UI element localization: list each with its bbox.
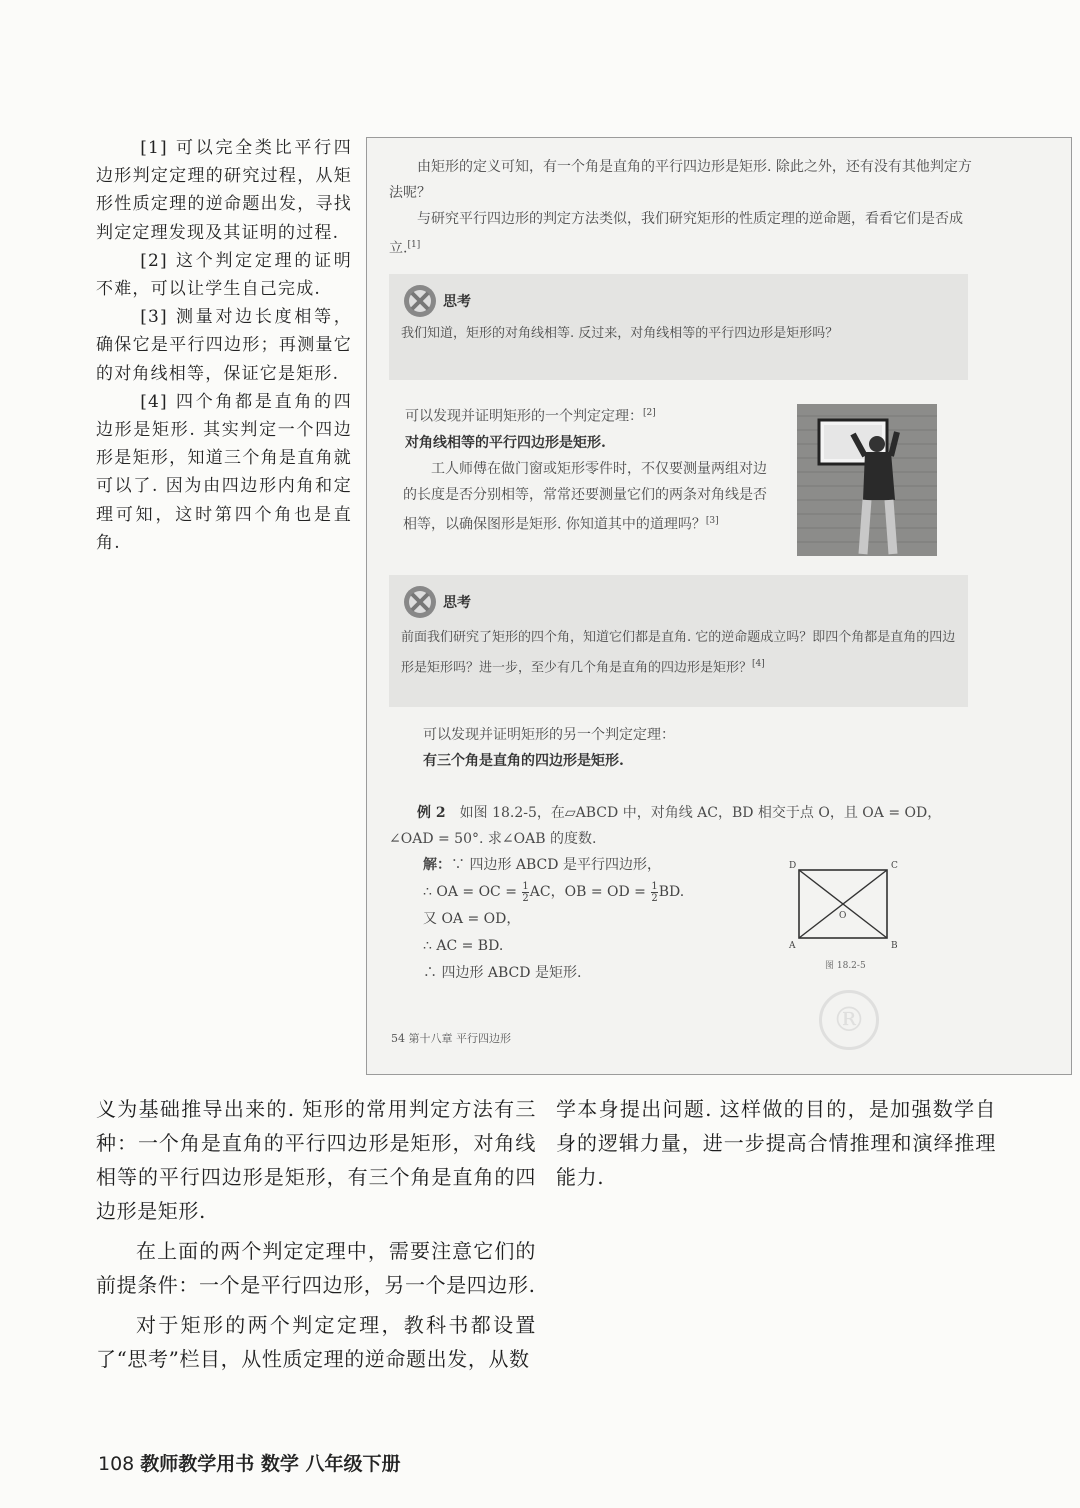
vertex-label-d: D	[789, 861, 797, 871]
margin-notes	[96, 134, 352, 557]
inset-page-footer: 54 第十八章 平行四边形	[391, 1032, 511, 1045]
note-2: [2] 这个判定定理的证明不难，可以让学生自己完成.	[96, 250, 352, 300]
solution	[423, 852, 763, 987]
theorem-2: 有三个角是直角的四边形是矩形.	[423, 753, 624, 769]
solution-line-3: 又 OA = OD，	[423, 911, 521, 927]
fraction-half: $\frac{1}{2}$	[651, 880, 658, 904]
footnote-ref: [3]	[705, 515, 719, 526]
intro-paragraph-1: 由矩形的定义可知，有一个角是直角的平行四边形是矩形. 除此之外，还有没有其他判定方法呢？	[389, 159, 972, 201]
think-header	[403, 585, 471, 619]
note-3: [3] 测量对边长度相等，确保它是平行四边形；再测量它的对角线相等，保证它是矩形.	[96, 307, 352, 384]
book-title: 教师教学用书 数学 八年级下册	[140, 1453, 401, 1475]
page-footer	[98, 1449, 401, 1476]
think-header	[403, 284, 471, 318]
think-title: 思考	[443, 294, 471, 310]
registered-watermark: ®	[819, 990, 879, 1050]
intro-block	[389, 154, 974, 262]
vertex-label-a: A	[789, 941, 796, 951]
vertex-label-b: B	[891, 941, 898, 951]
fraction-half: $\frac{1}{2}$	[522, 880, 529, 904]
theorem-2-block	[423, 722, 943, 774]
commentary-paragraph: 对于矩形的两个判定定理，教科书都设置了“思考”栏目，从性质定理的逆命题出发，从数	[96, 1313, 536, 1371]
note-4: [4] 四个角都是直角的四边形是矩形. 其实判定一个四边形是矩形，知道三个角是直角就可以了. 因为由四边形内角和定理可知，这时第四个角也是直角.	[96, 391, 352, 553]
solution-line-1: 解：∵ 四边形 ABCD 是平行四边形，	[423, 857, 661, 873]
commentary-left-column	[96, 1092, 536, 1376]
footnote-ref: [2]	[643, 408, 656, 418]
think-text: 我们知道，矩形的对角线相等. 反过来，对角线相等的平行四边形是矩形吗？	[401, 326, 839, 341]
solution-line-5: ∴ 四边形 ABCD 是矩形.	[423, 965, 582, 981]
page-number: 108	[98, 1453, 135, 1475]
think-title: 思考	[443, 595, 471, 611]
worker-paragraph: 工人师傅在做门窗或矩形零件时，不仅要测量两组对边的长度是否分别相等，常常还要测量它们的两条对角线是否相等，以确保图形是矩形. 你知道其中的道理吗？[3]	[403, 460, 767, 533]
solution-line-2: ∴ OA = OC = $\frac{1}{2}$ AC，OB = OD = $\frac{1}{2}$ BD.	[423, 880, 685, 904]
rectangle-diagram	[785, 856, 905, 976]
center-label-o: O	[839, 911, 847, 921]
intro-paragraph-2: 与研究平行四边形的判定方法类似，我们研究矩形的性质定理的逆命题，看看它们是否成立.[1]	[389, 211, 963, 257]
example-statement: 例 2 如图 18.2-5，在▱ABCD 中，对角线 AC，BD 相交于点 O，且 OA = OD，∠OAD = 50°. 求∠OAB 的度数.	[389, 805, 942, 847]
theorem-1: 对角线相等的平行四边形是矩形.	[405, 434, 606, 451]
think-icon	[403, 585, 437, 619]
think-icon	[403, 284, 437, 318]
commentary-paragraph: 学本身提出问题. 这样做的目的，是加强数学自身的逻辑力量，进一步提高合情推理和演绎推理能力.	[556, 1097, 996, 1189]
theorem-1-lead: 可以发现并证明矩形的一个判定定理：[2]	[405, 408, 656, 425]
footnote-ref: [4]	[752, 659, 765, 669]
theorem-2-lead: 可以发现并证明矩形的另一个判定定理：	[423, 727, 675, 743]
example-2	[389, 800, 974, 852]
footnote-ref: [1]	[407, 240, 421, 250]
think-text: 前面我们研究了矩形的四个角，知道它们都是直角. 它的逆命题成立吗？即四个角都是直角的四边形是矩形吗？进一步，至少有几个角是直角的四边形是矩形？[4]	[401, 630, 956, 676]
textbook-page-excerpt	[366, 137, 1072, 1075]
theorem-1-block	[405, 400, 767, 537]
commentary-paragraph: 在上面的两个判定定理中，需要注意它们的前提条件：一个是平行四边形，另一个是四边形.	[96, 1239, 536, 1297]
think-box-2	[389, 575, 968, 707]
note-1: [1] 可以完全类比平行四边形判定定理的研究过程，从矩形性质定理的逆命题出发，寻找判定定理发现及其证明的过程.	[96, 138, 352, 243]
commentary-right-column	[556, 1092, 996, 1194]
commentary-paragraph: 义为基础推导出来的. 矩形的常用判定方法有三种：一个角是直角的平行四边形是矩形，对角线相等的平行四边形是矩形，有三个角是直角的四边形是矩形.	[96, 1097, 536, 1223]
vertex-label-c: C	[891, 861, 898, 871]
figure-caption: 图 18.2-5	[825, 961, 866, 971]
worker-measuring-window-photo	[797, 404, 937, 556]
solution-line-4: ∴ AC = BD.	[423, 938, 504, 954]
think-box-1	[389, 274, 968, 380]
